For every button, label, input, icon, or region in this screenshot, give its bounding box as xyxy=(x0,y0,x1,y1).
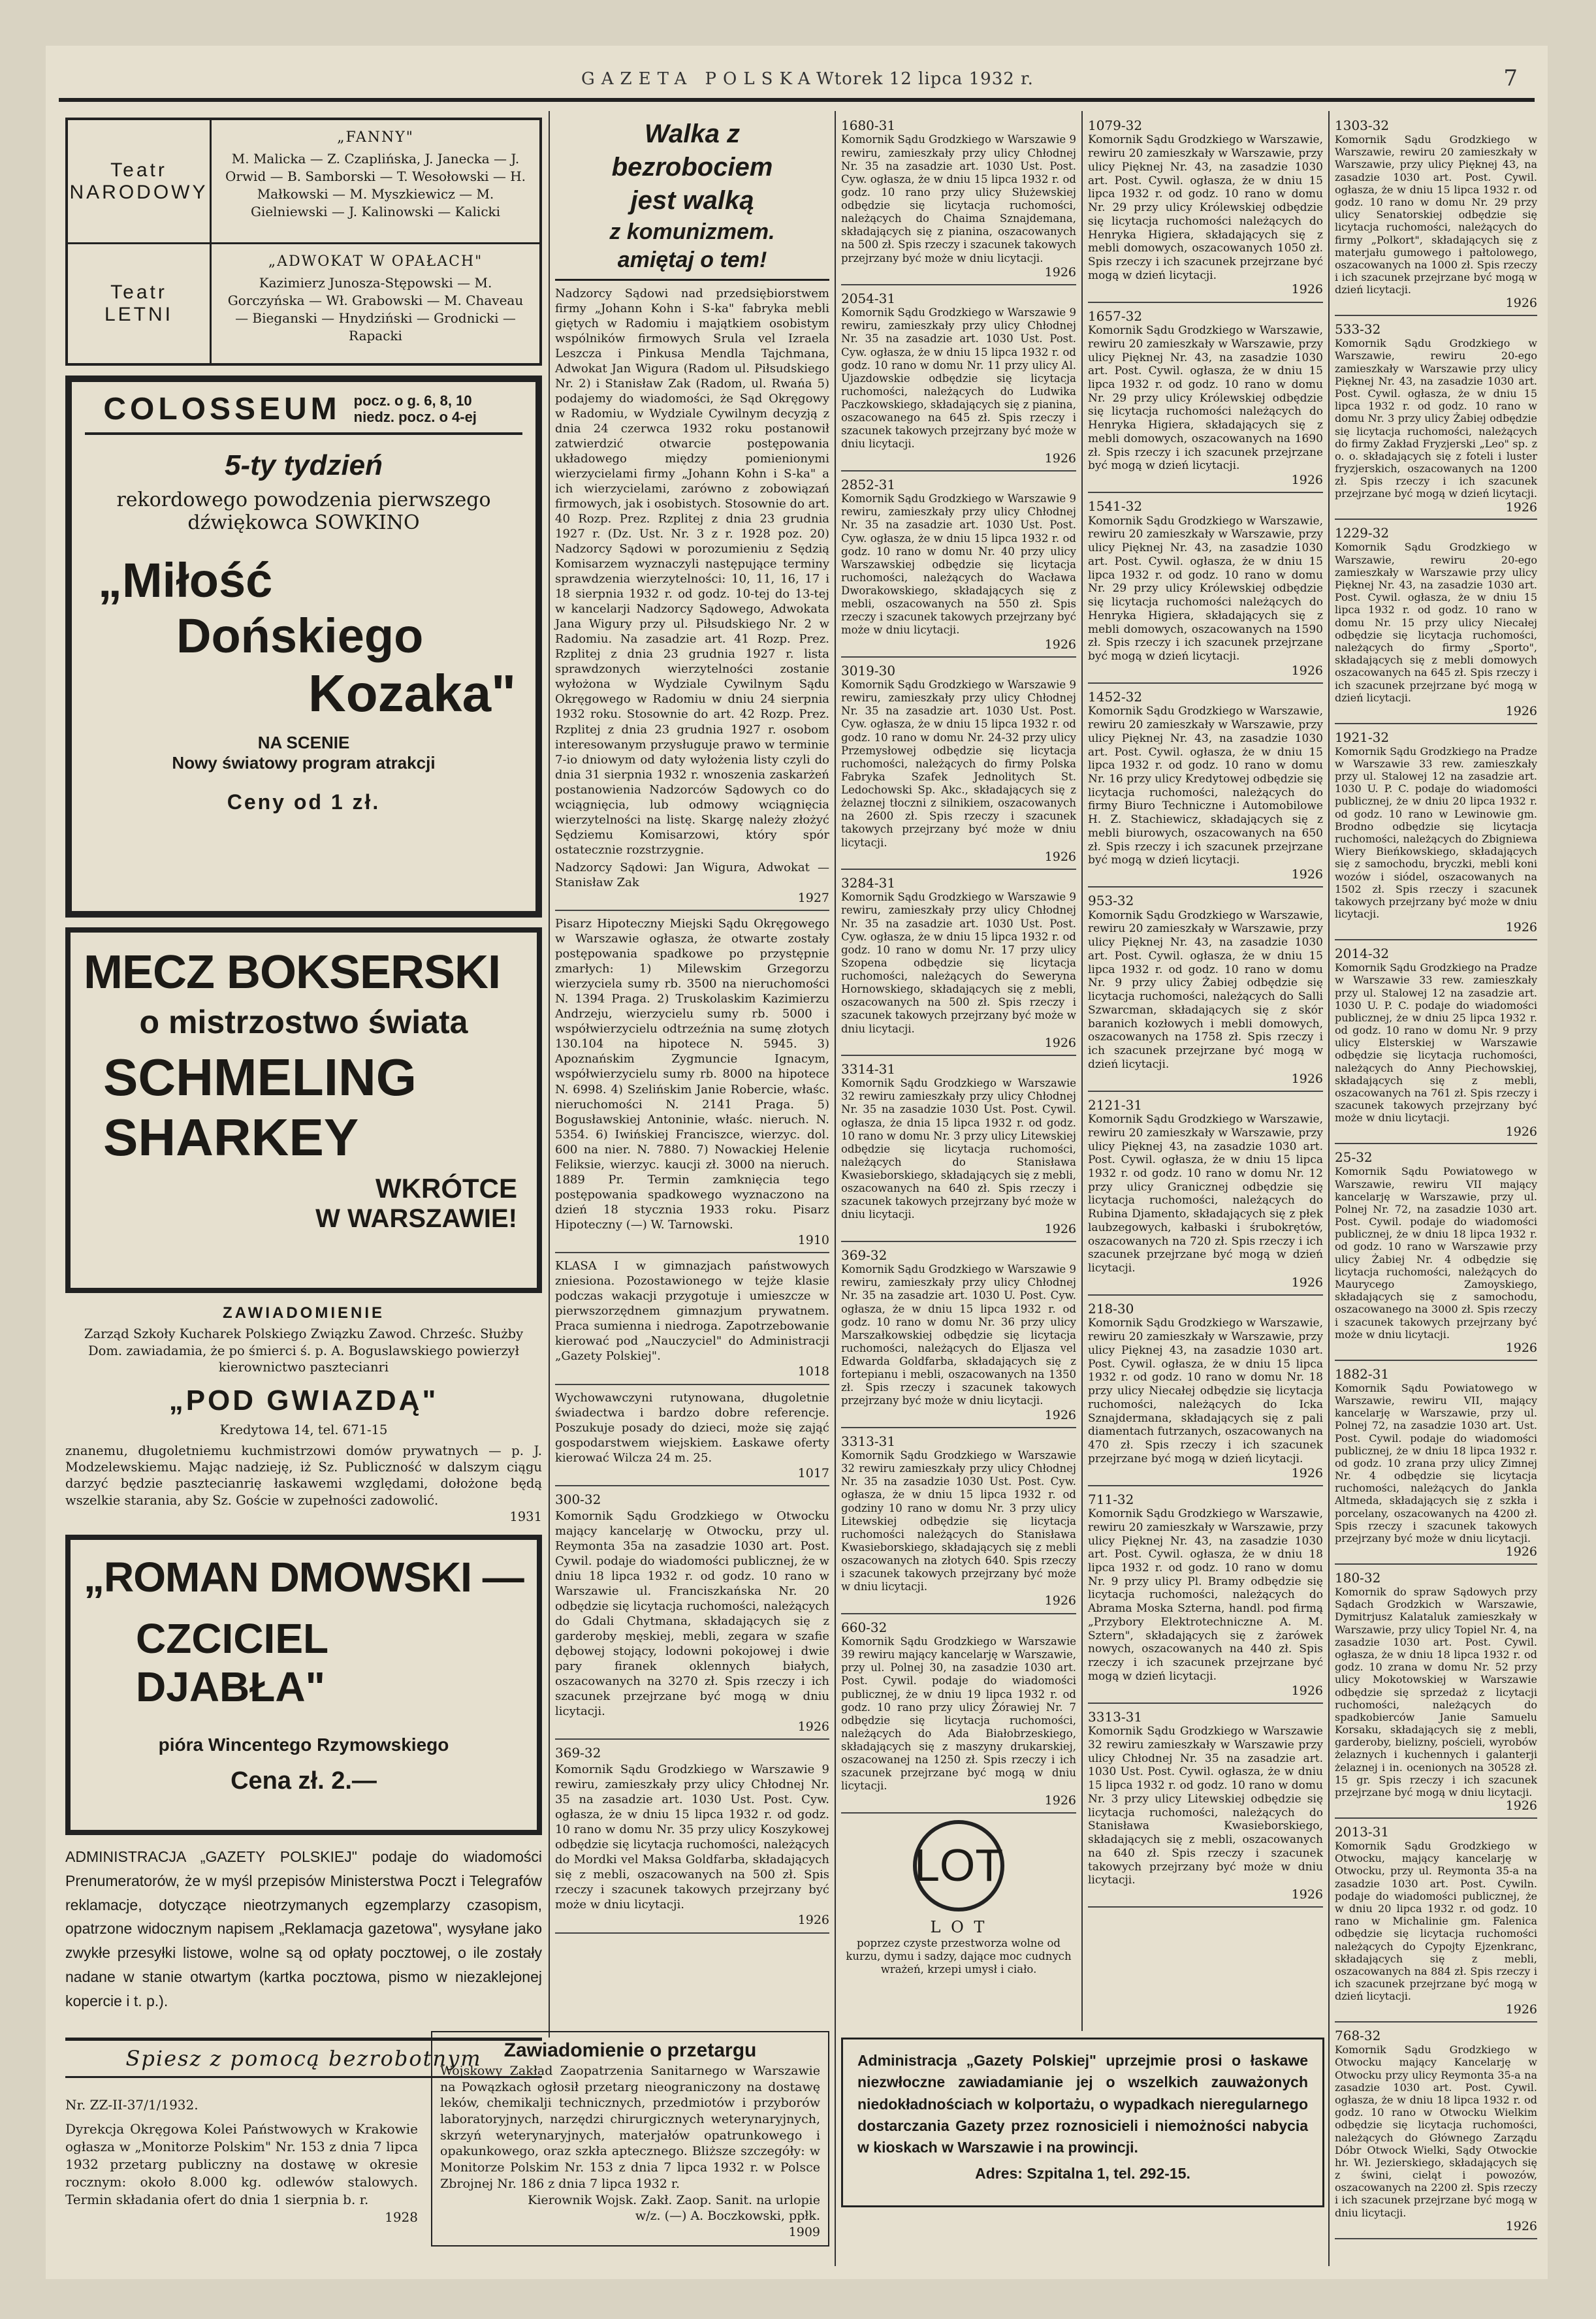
court-notice-text: Komornik Sądu Grodzkiego w Warszawie 9 rewiru, zamieszkały przy ulicy Chłodnej Nr. 35 na zasadzie art. 1030 Ust. Post. Cyw. ogłasza, że w dniu 15 lipca 1932 r. od godz. 10 rano w domu Nr. 11 przy ulicy Al. Ujazdowskie odbędzie się licytacja ruchomości, należących do Ludwika Paczkowskiego, składających się z pianina, oszacowanego na 645 zł. Spis rzeczy i szacunek takowych przejrzany być może w dniu licytacji. xyxy=(841,306,1076,451)
court-notice-id: 711-32 xyxy=(1088,1491,1134,1507)
court-notice-text: Komornik Sądu Grodzkiego w Warszawie 9 rewiru, zamieszkały przy ulicy Chłodnej Nr. 35 na zasadzie art. 1030 Ust. Post. Cyw. ogłasza, że w dniu 15 lipca 1932 r. od godz. 10 rano przy ulicy Służewskiej odbędzie się licytacja ruchomości, należących do Chaima Sznajdemana, składających się z pianina, oszacowanych na 500 zł. Spis rzeczy i szacunek takowych przejrzany być może w dniu licytacji. xyxy=(841,133,1076,264)
court-notice xyxy=(841,1247,1076,1428)
court-notice-num: 1926 xyxy=(1044,1793,1076,1808)
court-notice-num: 1926 xyxy=(1044,1035,1076,1050)
court-notice-id: 768-32 xyxy=(1335,2028,1381,2044)
court-notice-text: Komornik Sądu Grodzkiego w Warszawie 32 rewiru zamieszkały w Warszawie przy ulicy Chłodnej Nr. 35 na zasadzie art. 1030 Ust. Post. Cywil. ogłasza, że w dniu 15 lipca 1932 r. od godz. 10 rano w domu Nr. 3 przy ulicy Litewskiej odbędzie się licytacja ruchomości, należących do Stanisława Kwasieborskiego, składających się z mebli, oszacowanych na 640 zł. Spis rzeczy i szacunek takowych przejrzany być może w dniu licytacji. xyxy=(1088,1725,1323,1887)
column-2-court-list xyxy=(555,1492,829,1934)
walka-slogan xyxy=(555,118,829,281)
court-notice-num: 1926 xyxy=(1291,1465,1323,1480)
court-notice-id: 25-32 xyxy=(1335,1149,1373,1166)
court-notice xyxy=(1335,2028,1537,2239)
boxing-line1: MECZ BOKSERSKI xyxy=(84,946,501,999)
court-notice-id: 1079-32 xyxy=(1088,118,1143,133)
court-notice xyxy=(1088,118,1323,303)
court-notice xyxy=(841,118,1076,285)
paper-name: GAZETA POLSKA xyxy=(581,69,817,89)
przetarg-title: Zawiadomienie o przetargu xyxy=(503,2039,757,2061)
column-5 xyxy=(1335,118,1537,2245)
slogan-line3: jest walką xyxy=(630,186,754,216)
klasa-num: 1018 xyxy=(797,1364,829,1379)
court-notice-id: 953-32 xyxy=(1088,893,1134,909)
przetarg-signer2: w/z. (—) A. Boczkowski, ppłk. xyxy=(635,2209,820,2224)
court-notice-num: 1926 xyxy=(1044,637,1076,652)
theatre-letni-label: Teatr xyxy=(110,281,167,303)
pisarz-notice xyxy=(555,916,829,1253)
notice-shop: „POD GWIAZDĄ" xyxy=(168,1384,439,1417)
court-notice-id: 3313-31 xyxy=(841,1433,896,1449)
court-notice xyxy=(1335,729,1537,940)
court-notice-text: Komornik Sądu Grodzkiego w Warszawie, rewiru 20 zamieszkały w Warszawie, przy ulicy Pięknej Nr. 43, na zasadzie 1030 art. Post. Cywil. ogłasza, że w dniu 15 lipca 1932 r. od godz. 10 rano w domu Nr. 29 przy ulicy Królewskiej odbędzie się licytacja ruchomości należących do Henryka Higiera, składających się z mebli domowych, oszacowanych na 1690 zł. Spis rzeczy i ich szacunek przejrzane być mogą w dzień licytacji. xyxy=(1088,324,1323,473)
court-notice-num: 1926 xyxy=(1505,1340,1537,1355)
court-notice xyxy=(1335,1149,1537,1360)
court-notice-num: 1926 xyxy=(1505,920,1537,935)
theatre-letni-cast: Kazimierz Junosza-Stępowski — M. Gorczyńska — Wł. Grabowski — M. Chaveau — Bieganski — Hnydziński — Grodnicki — Rapacki xyxy=(227,274,524,344)
court-notice-text: Komornik Sądu Powiatowego w Warszawie, rewiru VII mający kancelarję w Warszawie, przy ul. Polnej Nr. 72, na zasadzie 1030 art. Post. Cywil. podaje do wiadomości publicznej, że w dniu 18 lipca 1932 r. od godz. 10 rano w Warszawie przy ulicy Żabiej Nr. 4 odbędzie się licytacja ruchomości, należących do Maurycego Zamoyskiego, składających się z samochodu, oszacowanego na 3000 zł. Spis rzeczy i szacunek takowych przejrzany być może w dniu licytacji. xyxy=(1335,1165,1537,1341)
court-notice-num: 1926 xyxy=(1044,264,1076,280)
column-4 xyxy=(1088,118,1323,1913)
boxing-line6: W WARSZAWIE! xyxy=(315,1204,517,1233)
walka-signers: Nadzorcy Sądowi: Jan Wigura, Adwokat — Stanisław Zak xyxy=(555,860,829,889)
court-notice xyxy=(841,875,1076,1056)
court-notice-num: 1926 xyxy=(797,1913,829,1928)
court-notice-text: Komornik Sądu Grodzkiego w Warszawie 9 rewiru, zamieszkały przy ulicy Chłodnej Nr. 35 na zasadzie art. 1030 Ust. Post. Cyw. ogłasza, że w dniu 15 lipca 1932 r. od godz. 10 rano w domu Nr. 24-32 przy ulicy Przemysłowej odbędzie się licytacja ruchomości, należących do firmy Polska Fabryka Szafek Jednolitych St. Ledochowski Sp. Akc., składających się z żelaznej tłoczni z silnikiem, oszacowanych na 2600 zł. Spis rzeczy i szacunek takowych przejrzany być może w dniu licytacji. xyxy=(841,679,1076,849)
court-notice-id: 2014-32 xyxy=(1335,946,1390,962)
court-notice-text: Komornik Sądu Grodzkiego w Warszawie 9 rewiru, zamieszkały przy ulicy Chłodnej Nr. 35 na zasadzie art. 1030 U. Post. Cyw. ogłasza, że w dniu 15 lipca 1932 r. od godz. 10 rano w domu Nr. 36 przy ulicy Marszałkowskiej odbędzie się licytacja ruchomości, należących do Eljasza vel Edwarda Goldfarba, składających się z fortepianu i mebli, oszacowanych na 1350 zł. Spis rzeczy i szacunek takowych przejrzany być może w dniu licytacji. xyxy=(841,1263,1076,1407)
court-notice-num: 1926 xyxy=(1505,1544,1537,1559)
film-title-line1: „Miłość xyxy=(98,553,273,607)
court-notice xyxy=(1335,946,1537,1144)
colosseum-subtitle: rekordowego powodzenia pierwszego dźwiękowca SOWKINO xyxy=(116,488,491,534)
theatre-narodowy-label: Teatr xyxy=(110,159,167,181)
court-notice-id: 1921-32 xyxy=(1335,729,1390,745)
klasa-text: KLASA I w gimnazjach państwowych zniesiona. Pozostawionego w tejże klasie podczas wakacji przygotuje i umieszcze w pierwszorzędnem gimnazjum prywatnem. Praca sumienna i niedroga. Zapotrzebowanie kierować pod „Nauczyciel" do Administracji „Gazety Polskiej". xyxy=(555,1259,829,1364)
boxing-ad xyxy=(65,927,542,1293)
colosseum-ad xyxy=(65,376,542,918)
court-notice-id: 3313-31 xyxy=(1088,1708,1143,1725)
court-notice xyxy=(555,1492,829,1740)
court-notice xyxy=(1088,893,1323,1091)
court-notice-num: 1926 xyxy=(1291,1683,1323,1698)
lot-logo-icon: LOT xyxy=(913,1820,1004,1911)
court-notice-id: 3019-30 xyxy=(841,662,896,679)
notice-text2: znanemu, długoletniemu kuchmistrzowi domów prywatnych — p. J. Modzelewskiemu. Mając nadzieję, iż Sz. Publiczność w dalszym ciągu darzyć będzie pasztecianrię łaskawemi względami, dołożone będą wszelkie starania, aby Sz. Goście w zupełności zadowolić. xyxy=(65,1443,542,1508)
court-notice xyxy=(1088,1492,1323,1704)
column-3-court-list xyxy=(841,118,1076,1814)
administracja-notice: ADMINISTRACJA „GAZETY POLSKIEJ" podaje do wiadomości Prenumeratorów, że w myśl przepisów Ministerstwa Poczt i Telegrafów reklamacje, dotyczące nieotrzymanych egzemplarzy czasopism, opatrzone widocznym napisem „Reklamacja gazetowa", wysyłane jako zwykłe przesyłki listowe, wolne są od opłaty pocztowej, o ile zostały nadane w stanie otwartym (kartka pocztowa, pismo w niezaklejonej kopercie i t. p.). xyxy=(65,1848,542,2009)
court-notice xyxy=(1335,525,1537,724)
court-notice-text: Komornik Sądu Grodzkiego w Warszawie, rewiru 20 zamieszkały w Warszawie, przy ulicy Pięknej Nr. 43, na zasadzie 1030 art. Post. Cywil. ogłasza, że w dniu 15 lipca 1932 r. od godz. 10 rano w domu Nr. 29 przy ulicy Królewskiej odbędzie się licytacja ruchomości należących do Henryka Higiera, składających się z mebli domowych, oszacowanych 1050 zł. Spis rzeczy i ich szacunek przejrzane być mogą w dzień licytacji. xyxy=(1088,133,1323,282)
court-notice xyxy=(1335,118,1537,316)
court-notice-id: 218-30 xyxy=(1088,1301,1134,1317)
court-notice-text: Komornik Sądu Grodzkiego w Warszawie, rewiru 20 zamieszkały w Warszawie, przy ulicy Pięknej 43, na zasadzie 1030 art. Post. Cywil. ogłasza, że w dniu 15 lipca 1932 r. od godz. 10 rano w domu Nr. 29 przy ulicy Senatorskiej odbędzie się licytacja ruchomości, należących do firmy „Polkort", składających się z materjału gumowego i pałtolowego, oszacowanych na 1000 zł. Spis rzeczy i ich szacunek przejrzane być mogą w dzień licytacji. xyxy=(1335,133,1537,296)
court-notice-num: 1926 xyxy=(1044,1593,1076,1608)
pisarz-text: Pisarz Hipoteczny Miejski Sądu Okręgowego w Warszawie ogłasza, że otwarte zostały postępowania spadkowe po przystępnie zmarłych: 1) Milewskim Grzegorzu wierzyciela sumy rb. 3500 na nieruchomości N. 1394 Praga. 2) Truskolaskim Kazimierzu Andrzeju, wierzycielu sumy rb. 5000 i współwierzycielu odtrzeźnia na sumę złotych 130.104 na hipotece N. 5945. 3) Apoznańskim Zygmuncie Ignacym, współwierzycielu sumy rb. 8000 na hipotece N. 6998. 4) Szelińskim Janie Robercie, właśc. nieruchomości N. 2141 Praga. 5) Bogusławskiej Antoninie, właśc. nieruch. N. 5354. 6) Iwińskiej Franciszce, wierzyc. dol. 600 na nier. N. 7880. 7) Nowackiej Helenie Feliksie, wierzyc. kaucji zł. 3000 na nieruch. 1889 Pr. Termin zamknięcia tego postępowania spadkowego wyznaczono na dzień 18 stycznia 1933 roku. Pisarz Hipoteczny (—) W. Tarnowski. xyxy=(555,917,829,1232)
court-notice xyxy=(1335,1824,1537,2023)
film-title-line3: Kozaka" xyxy=(308,664,516,722)
court-notice-num: 1926 xyxy=(1291,1887,1323,1902)
book-title1: „ROMAN DMOWSKI — xyxy=(84,1554,524,1601)
court-notice-num: 1926 xyxy=(1291,282,1323,297)
admin-bottom-text: Administracja „Gazety Polskiej" uprzejmie prosi o łaskawe niezwłoczne zawiadamianie jej o wszelkich zauważonych niedokładnościach w kolportażu, o wypadkach nieregularnego dostarczania Gazety przez roznosicieli i niemożności nabycia w kioskach w Warszawie i na prowincji. xyxy=(857,2052,1308,2156)
court-notice xyxy=(1088,1097,1323,1296)
colosseum-name: COLOSSEUM xyxy=(103,392,341,426)
court-notice-id: 2852-31 xyxy=(841,476,896,492)
court-notice xyxy=(1088,308,1323,494)
lot-text: poprzez czyste przestworza wolne od kurzu, dymu i sadzy, dające moc cudnych wrażeń, krzepi umysł i ciało. xyxy=(846,1936,1072,1976)
court-notice-text: Komornik do spraw Sądowych przy Sądach Grodzkich w Warszawie, Dymitrjusz Kalataluk zamieszkały w Warszawie, przy ulicy Topiel Nr. 4, na zasadzie 1030 art. Post. Cywil. ogłasza, że w dniu 18 lipca 1932 r. od godz. 10 zrana w domu Nr. 52 przy ulicy Mokotowskiej w Warszawie odbędzie się sprzedaż z licytacji ruchomości, należących do spadkobierców Janie Samuelu Korsaku, składających się z mebli, garderoby, bielizny, pościeli, wyrobów żelaznych i kuchennych i galanterji żelaznej i in. ocenionych na 30528 zł. 15 gr. Spis rzeczy i ich szacunek przejrzane być mogą w dniu licytacji. xyxy=(1335,1586,1537,1799)
court-notice-num: 1926 xyxy=(1044,849,1076,864)
court-notice-num: 1926 xyxy=(1044,451,1076,466)
court-notice-num: 1926 xyxy=(1044,1221,1076,1236)
court-notice-id: 1657-32 xyxy=(1088,308,1143,324)
colosseum-prices: Ceny od 1 zł. xyxy=(227,790,381,814)
court-notice-num: 1926 xyxy=(1505,703,1537,718)
court-notice-text: Komornik Sądu Grodzkiego na Pradze w Warszawie 33 rew. zamieszkały przy ul. Stalowej 12 na zasadzie art. 1030 U. P. C. podaje do wiadomości publicznej, że w dniu 20 lipca 1932 r. od godz. 10 rano w Lewinowie gm. Brodno odbędzie się licytacja ruchomości, należących do Zbigniewa Wiery Bieńkowskiego, składających się z samochodu, bryczki, mebli koni wozów i siódel, oszacowanych na 1502 zł. Spis rzeczy i szacunek takowych przejrzany być może w dniu licytacji. xyxy=(1335,744,1537,921)
film-title-line2: Dońskiego xyxy=(176,609,424,663)
column-2 xyxy=(555,118,829,1939)
court-notice xyxy=(1335,1570,1537,1819)
notice-text1: Zarząd Szkoły Kucharek Polskiego Związku Zawod. Chrześc. Służby Dom. zawiadamia, że po śmierci ś. p. A. Boguslawskiego powierzył kierownictwo pasztecianri xyxy=(84,1326,524,1375)
court-notice-id: 533-32 xyxy=(1335,321,1381,338)
walka-num: 1927 xyxy=(797,890,829,905)
admin-bottom-notice xyxy=(841,2038,1324,2207)
court-notice-text: Komornik Sądu Grodzkiego w Warszawie, rewiru 20 zamieszkały w Warszawie, przy ulicy Pięknej 43, na zasadzie 1030 art. Post. Cywil. ogłasza, że w dniu 15 lipca 1932 r. od godz. 10 rano w domu Nr. 18 przy ulicy Niecałej odbędzie się licytacja ruchomości, należących do Icka Sznajdermana, składających się z pali diamentach futrzanych, oszacowanych na 470 zł. Spis rzeczy i ich szacunek przejrzane być mogą w dzień licytacji. xyxy=(1088,1317,1323,1465)
admin-bottom-address: Adres: Szpitalna 1, tel. 292-15. xyxy=(975,2164,1190,2182)
wychowawczyni-num: 1017 xyxy=(797,1465,829,1480)
court-notice xyxy=(1335,1366,1537,1565)
boxing-line5: WKRÓTCE xyxy=(375,1173,517,1204)
notice-address: Kredytowa 14, tel. 671-15 xyxy=(219,1422,388,1438)
court-notice-text: Komornik Sądu Grodzkiego w Warszawie 9 rewiru, zamieszkały przy ulicy Chłodnej Nr. 35 na zasadzie art. 1030 Ust. Post. Cyw. ogłasza, że w dniu 15 lipca 1932 r. od godz. 10 rano w domu Nr. 35 przy ulicy Koszykowej odbędzie się licytacja ruchomości, należących do Mordki vel Maksa Goldfarba, składających się z mebli, oszacowanych na 500 zł. Spis rzeczy i szacunek takowych przejrzany być może w dniu licytacji. xyxy=(555,1763,829,1912)
przetarg-notice xyxy=(431,2031,829,2247)
notice-title: ZAWIADOMIENIE xyxy=(223,1304,385,1322)
court-notice-id: 1303-32 xyxy=(1335,118,1390,133)
court-notice-text: Komornik Sądu Grodzkiego w Warszawie, rewiru 20 zamieszkały w Warszawie, przy ulicy Pięknej Nr. 43, na zasadzie 1030 art. Post. Cywil. ogłasza, że w dniu 15 lipca 1932 r. od godz. 10 rano w domu Nr. 16 przy ulicy Kredytowej odbędzie się licytacja ruchomości, należących do firmy Biuro Techniczne i Automobilowe H. Z. Stachiewicz, składających się z mebli biurowych, oszacowanych na 650 zł. Spis rzeczy i ich szacunek przejrzane być mogą w dzień licytacji. xyxy=(1088,705,1323,867)
court-notice-id: 1680-31 xyxy=(841,118,896,133)
court-notice-num: 1926 xyxy=(1291,1071,1323,1086)
court-notice xyxy=(841,1061,1076,1242)
book-author: pióra Wincentego Rzymowskiego xyxy=(158,1735,449,1755)
court-notice-text: Komornik Sądu Grodzkiego w Warszawie, rewiru 20 zamieszkały w Warszawie, przy ulicy Pięknej Nr. 43, na zasadzie 1030 art. Post. Cywil. ogłasza, że w dniu 15 lipca 1932 r. od godz. 10 rano w domu Nr. 9 przy ulicy Żabiej odbędzie się licytacja ruchomości, należących do Salli Szwarcman, składających się z skór baranich kozłowych i mebli domowych, oszacowanych na 1758 zł. Spis rzeczy i ich szacunek przejrzane być mogą w dzień licytacji. xyxy=(1088,908,1323,1071)
pisarz-num: 1910 xyxy=(797,1232,829,1247)
court-notice-text: Komornik Sądu Grodzkiego w Otwocku, mający kancelarję w Otwocku, przy ul. Reymonta 35-a na zasadzie 1030 art. Post. Cywiln. podaje do wiadomości publicznej, że w dniu 20 lipca 1932 r. od godz. 10 rano w Michalinie gm. Falenica odbędzie się licytacja ruchomości należących do Cypojty Ejzenkranc, składających się z mebli, oszacowanych na 884 zł. Spis rzeczy i ich szacunek przejrzane być mogą w dzień licytacji. xyxy=(1335,1840,1537,2003)
header-rule xyxy=(59,98,1535,102)
book-ad xyxy=(65,1535,542,1835)
court-notice-id: 3314-31 xyxy=(841,1061,896,1077)
court-notice-num: 1926 xyxy=(1291,1275,1323,1290)
theatre-narodowy xyxy=(68,120,539,244)
court-notice-text: Komornik Sądu Grodzkiego w Warszawie, rewiru 20-ego zamieszkały w Warszawie przy ulicy Pięknej Nr. 43, na zasadzie 1030 art. Post. Cywil. ogłasza, że w dniu 15 lipca 1932 r. od godz. 10 rano w domu Nr. 3 przy ulicy Żabiej odbędzie się licytacja ruchomości, należących do firmy Zakład Fryzjerski „Leo" sp. z o. o. składających się z foteli i luster fryzjerskich, oszacowanych na 1200 zł. Spis rzeczy i ich szacunek przejrzane być mogą w dzień licytacji. xyxy=(1335,337,1537,500)
court-notice xyxy=(1335,321,1537,520)
court-notice-num: 1926 xyxy=(1505,1799,1537,1814)
court-notice xyxy=(1088,498,1323,684)
court-notice-id: 3284-31 xyxy=(841,874,896,891)
court-notice-id: 2121-31 xyxy=(1088,1096,1143,1113)
court-notice-id: 300-32 xyxy=(555,1492,601,1508)
kolej-num: 1928 xyxy=(385,2209,418,2225)
court-notice-num: 1926 xyxy=(1044,1407,1076,1422)
colosseum-stage: NA SCENIE xyxy=(257,733,350,752)
issue-date: Wtorek 12 lipca 1932 r. xyxy=(816,69,1034,89)
court-notice-text: Komornik Sądu Grodzkiego w Warszawie 32 rewiru zamieszkały przy ulicy Chłodnej Nr. 35 na zasadzie 1030 Ust. Post. Cywil. ogłasza, że dnia 15 lipca 1932 r. od godz. 10 rano w domu Nr. 3 przy ulicy Litewskiej odbędzie się licytacja ruchomości, należących do Stanisława Kwasieborskiego, składających się z mebli, oszacowanych na 640 zł. Spis rzeczy i szacunek takowych przejrzany być może w dniu licytacji. xyxy=(841,1077,1076,1221)
court-notice-text: Komornik Sądu Grodzkiego w Warszawie, rewiru 20-ego zamieszkały w Warszawie przy ulicy Pięknej Nr. 43, na zasadzie 1030 art. Post. Cywil. ogłasza, że w dniu 15 lipca 1932 r. od godz. 10 rano w domu Nr. 15 przy ulicy Niecałej odbędzie się licytacja ruchomości, należących do firmy „Sporto", składających się z mebli domowych oszacowanych na 645 zł. Spis rzeczy i ich szacunek przejrzane być mogą w dzień licytacji. xyxy=(1335,541,1537,704)
court-notice-id: 1882-31 xyxy=(1335,1366,1390,1382)
court-notice xyxy=(555,1745,829,1933)
lot-name: L O T xyxy=(930,1917,987,1936)
court-notice-text: Komornik Sądu Powiatowego w Warszawie, rewiru VII, mający kancelarję w Warszawie, przy ul. Polnej 72, na zasadzie 1030 art. Ust. Post. Cywil. podaje do wiadomości publicznej, że w dniu 18 lipca 1932 r. od godz. 10 zrana przy ulicy Zimnej Nr. 4 odbędzie się licytacja ruchomości, należących do Jankla Altmeda, składających się z szkła i porcelany, oszacowanych na 4200 zł. Spis rzeczy i szacunek takowych przejrzany być może w dniu licytacji. xyxy=(1335,1381,1537,1545)
court-notice-text: Komornik Sądu Grodzkiego w Warszawie 32 rewiru zamieszkały przy ulicy Chłodnej Nr. 35 na zasadzie 1030 Ust. Post. Cyw. ogłasza, że w dniu 15 lipca 1932 r. od godziny 10 rano w domu Nr. 3 przy ulicy Litewskiej odbędzie się licytacja ruchomości należących do Stanisława Kwasieborskiego, składających się z mebli oszacowanych na złotych 640. Spis rzeczy i szacunek takowych przejrzany być może w dniu licytacji. xyxy=(841,1449,1076,1593)
nadzorcy-notice xyxy=(555,286,829,912)
court-notice-text: Komornik Sądu Grodzkiego w Warszawie, rewiru 20 zamieszkały w Warszawie, przy ulicy Pięknej 43, na zasadzie 1030 art. Post. Cywil. ogłasza, że w dniu 15 lipca 1932 r. od godz. 10 rano w domu Nr. 12 przy ulicy Granicznej odbędzie się licytacja ruchomości, należących do Rubina Djamento, składających się z płek laubzegowych, kałbaski i śrubokrętów, oszacowanych na 720 zł. Spis rzeczy i ich szacunek przejrzane być mogą w dzień licytacji. xyxy=(1088,1113,1323,1275)
court-notice-text: Komornik Sądu Grodzkiego w Warszawie 9 rewiru, zamieszkały przy ulicy Chłodnej Nr. 35 na zasadzie art. 1030 Ust. Post. Cyw. ogłasza, że w dniu 15 lipca 1932 r. od godz. 10 rano w domu Nr. 17 przy ulicy Szopena odbędzie się licytacja ruchomości, należących do Seweryna Hornowskiego, składających się z mebli, oszacowanych na 500 zł. Spis rzeczy i szacunek takowych przejrzany być może w dniu licytacji. xyxy=(841,891,1076,1035)
court-notice-id: 2013-31 xyxy=(1335,1824,1390,1840)
court-notice-id: 1452-32 xyxy=(1088,688,1143,705)
court-notice xyxy=(841,1433,1076,1614)
theatre-letni xyxy=(68,244,539,363)
page-number: 7 xyxy=(1503,65,1522,91)
court-notice xyxy=(841,1620,1076,1814)
book-title2: CZCICIEL DJABŁA" xyxy=(136,1615,328,1710)
court-notice-num: 1926 xyxy=(797,1719,829,1735)
court-notice xyxy=(841,663,1076,870)
court-notice-num: 1926 xyxy=(1291,473,1323,488)
court-notice-id: 1229-32 xyxy=(1335,525,1390,541)
court-notice-id: 1541-32 xyxy=(1088,498,1143,515)
court-notice-id: 660-32 xyxy=(841,1619,887,1635)
lot-ad xyxy=(841,1820,1076,1977)
spiesz-banner: Spiesz z pomocą bezrobotnym xyxy=(125,2046,482,2071)
column-5-court-list xyxy=(1335,118,1537,2239)
wychowawczyni-text: Wychowawczyni rutynowana, długoletnie świadectwa i bardzo dobre referencje. Poszukuje posady do dzieci, może się zająć gospodarstwem wiejskiem. Łaskawe oferty kierować Wilcza 24 m. 25. xyxy=(555,1390,829,1465)
colosseum-week: 5-ty tydzień xyxy=(224,449,383,481)
theatre-narodowy-name: NARODOWY xyxy=(69,181,208,203)
przetarg-signer1: Kierownik Wojsk. Zakł. Zaop. Sanit. na urlopie xyxy=(528,2192,820,2207)
slogan-line2: bezrobociem xyxy=(611,153,773,182)
court-notice-text: Komornik Sądu Grodzkiego w Otwocku mający Kancelarję w Otwocku przy ulicy Reymonta 35-a na zasadzie 1030 art. Post. Cywil. ogłasza, że w dniu 18 lipca 1932 r. od godz. 10 rano w Otwocku Wielkim odbędzie się licytacja ruchomości, należących do Głównego Zarządu Dóbr Otwock Wielki, Sądy Otwockie hr. Wł. Jezierskiego, składających się z świni, cieląt i powozów, oszacowanych na 2200 zł. Spis rzeczy i ich szacunek przejrzane być mogą w dniu licytacji. xyxy=(1335,2043,1537,2219)
court-notice-text: Komornik Sądu Grodzkiego w Warszawie 9 rewiru, zamieszkały przy ulicy Chłodnej Nr. 35 na zasadzie art. 1030 Ust. Post. Cyw. ogłasza, że w dniu 15 lipca 1932 r. od godz. 10 rano w domu Nr. 40 przy ulicy Warszawskiej odbędzie się licytacja ruchomości, należących do Wacława Dworakowskiego, składających się z mebli, oszacowanych na 550 zł. Spis rzeczy i szacunek takowych przejrzany być może w dniu licytacji. xyxy=(841,492,1076,637)
przetarg-num: 1909 xyxy=(788,2224,820,2239)
court-notice-text: Komornik Sądu Grodzkiego w Warszawie, rewiru 20 zamieszkały w Warszawie, przy ulicy Pięknej Nr. 43, na zasadzie 1030 art. Post. Cywil. ogłasza, że w dniu 18 lipca 1932 r. od godz. 10 rano w domu Nr. 9 przy ulicy Pl. Bramy odbędzie się licytacja ruchomości, należących do Abrama Moska Szterna, handl. pod firmą „Przybory Elektrotechniczne A. M. Sztern", składających się z żarówek nowych, oszacowanych na 440 zł. Spis rzeczy i ich szacunek przejrzane być mogą w dzień licytacji. xyxy=(1088,1507,1323,1683)
wychowawczyni-notice xyxy=(555,1390,829,1486)
theatre-narodowy-cast: M. Malicka — Z. Czaplińska, J. Janecka — J. Orwid — B. Samborski — T. Wesołowski — H. Małkowski — M. Myszkiewicz — M. Gielniewski — J. Kalinowski — Kalicki xyxy=(225,150,526,219)
theatre-letni-play: „ADWOKAT W OPAŁACH" xyxy=(268,253,483,270)
kolej-notice xyxy=(65,2096,418,2226)
court-notice-num: 1926 xyxy=(1291,663,1323,678)
notice-num: 1931 xyxy=(509,1509,542,1525)
court-notice-text: Komornik Sądu Grodzkiego w Otwocku mający kancelarję w Otwocku, przy ul. Reymonta 35a na zasadzie 1030 art. Post. Cywil. podaje do wiadomości publicznej, że w dniu 18 lipca 1932 r. od godz. 10 rano w Warszawie ul. Franciszkańska Nr. 20 odbędzie się licytacja ruchomości, należących do Gdali Chytmana, składających się z garderoby męskiej, mebli, zegara w szafie dębowej stojący, lodowni pokojowej i dwie pary firanek oklennych białych, oszacowanych na 3270 zł. Spis rzeczy i ich szacunek przejrzane być mogą w dniu licytacji. xyxy=(555,1509,829,1719)
przetarg-text: Wojskowy Zakład Zaopatrzenia Sanitarnego w Warszawie na Powązkach ogłosił przetarg nieograniczony na dostawę leków, chemikalji technicznych, przedmiotów i przyborów laboratoryjnych, narzędzi chirurgicznych weterynaryjnych, skrzyń weterynaryjnych, materjałów opatrunkowego i opakunkowego, oraz szkła aptecznego. Bliższe szczegóły: w Monitorze Polskim Nr. 153 z dnia 7 lipca 1932 r. w Polsce Zbrojnej Nr. 186 z dnia 7 lipca 1932 r. xyxy=(440,2064,820,2191)
walka-text: Nadzorcy Sądowi nad przedsiębiorstwem firmy „Johann Kohn i S-ka" fabryka mebli giętych w Radomiu i majątkiem osobistym wspólników firmowych Srula vel Izraela Leszcza i Pinkusa Mendla Tajchmana, Adwokat Jan Wigura (Radom ul. Piłsudskiego Nr. 2) i Stanisław Zak (Radom, ul. Rwańa 5) podajemy do wiadomości, że Sąd Okręgowy w Radomiu, w Wydziale Cywilnym decyzją z dnia 24 czerwca 1932 roku postanowił zatwierdzić otwarcie postępowania układowego między pomienionymi wierzycielami firmy „Johann Kohn i S-ka" a ich wierzycielami, zarówno z zobowiązań firmowych, jak i osobistych. Stosownie do art. 40 Rozp. Prez. Rzplitej z dnia 23 grudnia 1927 r. (Dz. Ust. Nr. 3 z r. 1928 poz. 20) Nadzorcy Sądowi w porozumieniu z Sędzią Komisarzem wyznaczyli następujące terminy sprawdzenia wierzytelności: 10, 11, 16, 17 i 18 sierpnia 1932 r. od godz. 10-tej do 13-tej w kancelarji Nadzorcy Sądowego, Adwokata Jana Wigury przy ul. Piłsudskiego Nr. 2 w Radomiu. Na zasadzie art. 41 Rozp. Prez. Rzplitej z dnia 23 grudnia 1927 r. lista sprawdzonych wierzytelności zostanie wyłożona w Wydziale Cywilnym Sądu Okręgowego w Radomiu w dniu 24 sierpnia 1932 roku. Stosownie do art. 42 Rozp. Prez. Rzplitej z dnia 23 grudnia 1927 r. osobom interesowanym przysługuje prawo w terminie 7-io dniowym od daty wyłożenia listy czyli do dnia 31 sierpnia 1932 r. wnoszenia zaskarżeń postanowienia Nadzorców Sądowych co do wciągnięcia, lub odmowy wciągnięcia wierzytelności na listę. Skargę należy złożyć Sędziemu Komisarzowi, który spór ostatecznie rozstrzygnie. xyxy=(555,286,829,857)
court-notice-text: Komornik Sądu Grodzkiego w Warszawie 39 rewiru mający kancelarję w Warszawie, przy ul. Polnej 30, na zasadzie 1030 art. Post. Cywil. podaje do wiadomości publicznej, że w dniu 19 lipca 1932 r. od godz. 10 rano przy ulicy Żórawiej Nr. 7 odbędzie się licytacja ruchomości, należących do Ada Białobrzeskiego, składających się z maszyny drukarskiej, oszacowanej na 1250 zł. Spis rzeczy i ich szacunek przejrzane być mogą w dniu licytacji. xyxy=(841,1635,1076,1793)
theatre-letni-name: LETNI xyxy=(104,304,174,325)
court-notice-id: 2054-31 xyxy=(841,290,896,306)
court-notice-num: 1926 xyxy=(1505,1124,1537,1139)
slogan-line5: amiętaj o tem! xyxy=(617,248,767,273)
colosseum-program: Nowy światowy program atrakcji xyxy=(172,753,436,773)
court-notice-num: 1926 xyxy=(1505,2002,1537,2017)
court-notice xyxy=(1088,689,1323,888)
boxing-line4: SHARKEY xyxy=(103,1108,359,1166)
book-price: Cena zł. 2.— xyxy=(231,1767,377,1795)
court-notice-num: 1926 xyxy=(1291,867,1323,882)
boxing-line2: o mistrzostwo świata xyxy=(139,1004,468,1040)
court-notice xyxy=(841,477,1076,658)
klasa-notice xyxy=(555,1258,829,1385)
theatre-narodowy-play: „FANNY" xyxy=(337,129,414,146)
court-notice xyxy=(841,291,1076,472)
column-4-court-list xyxy=(1088,118,1323,1908)
colosseum-times: pocz. o g. 6, 8, 10 niedz. pocz. o 4-ej xyxy=(353,392,477,425)
court-notice-text: Komornik Sądu Grodzkiego w Warszawie, rewiru 20 zamieszkały w Warszawie, przy ulicy Pięknej Nr. 43, na zasadzie 1030 art. Post. Cywil. ogłasza, że w dniu 15 lipca 1932 r. od godz. 10 rano w domu Nr. 29 przy ulicy Królewskiej odbędzie się licytacja ruchomości należących do Henryka Higiera, składających się z mebli domowych, oszacowanych na 1590 zł. Spis rzeczy i ich szacunek przejrzane być mogą w dzień licytacji. xyxy=(1088,514,1323,664)
court-notice-id: 369-32 xyxy=(555,1745,601,1761)
kolej-nr: Nr. ZZ-II-37/1/1932. xyxy=(65,2097,199,2113)
slogan-line1: Walka z xyxy=(645,120,740,148)
court-notice-num: 1926 xyxy=(1505,296,1537,311)
court-notice-num: 1926 xyxy=(1505,500,1537,515)
court-notice-id: 180-32 xyxy=(1335,1570,1381,1586)
court-notice-text: Komornik Sądu Grodzkiego na Pradze w Warszawie 33 rew. zamieszkały przy ul. Stalowej 12 na zasadzie art. 1030 U. P. C. podaje do wiadomości publicznej, że w dniu 25 lipca 1932 r. od godz. 10 rano w domu Nr. 9 przy ulicy Elsterskiej w Warszawie odbędzie się licytacja ruchomości, należących do Anny Piechowskiej, składających się z mebli, oszacowanych na 761 zł. Spis rzeczy i szacunek takowych przejrzany być może w dniu licytacji. xyxy=(1335,961,1537,1125)
kolej-text: Dyrekcja Okręgowa Kolei Państwowych w Krakowie ogłasza w „Monitorze Polskim" Nr. 153 z dnia 7 lipca 1932 przetarg publiczny na dostawę w okresie rocznym: około 8.000 kg. odlewów stalowych. Termin składania ofert do dnia 1 sierpnia b. r. xyxy=(65,2121,418,2207)
boxing-line3: SCHMELING xyxy=(103,1048,417,1106)
court-notice-num: 1926 xyxy=(1505,2218,1537,2233)
column-3 xyxy=(841,118,1076,1976)
pod-gwiazda-notice xyxy=(65,1303,542,1525)
theatres-box xyxy=(65,118,542,366)
newspaper-page xyxy=(46,46,1548,2279)
court-notice xyxy=(1088,1709,1323,1908)
court-notice xyxy=(1088,1301,1323,1486)
slogan-line4: z komunizmem. xyxy=(609,219,775,244)
court-notice-id: 369-32 xyxy=(841,1247,887,1263)
